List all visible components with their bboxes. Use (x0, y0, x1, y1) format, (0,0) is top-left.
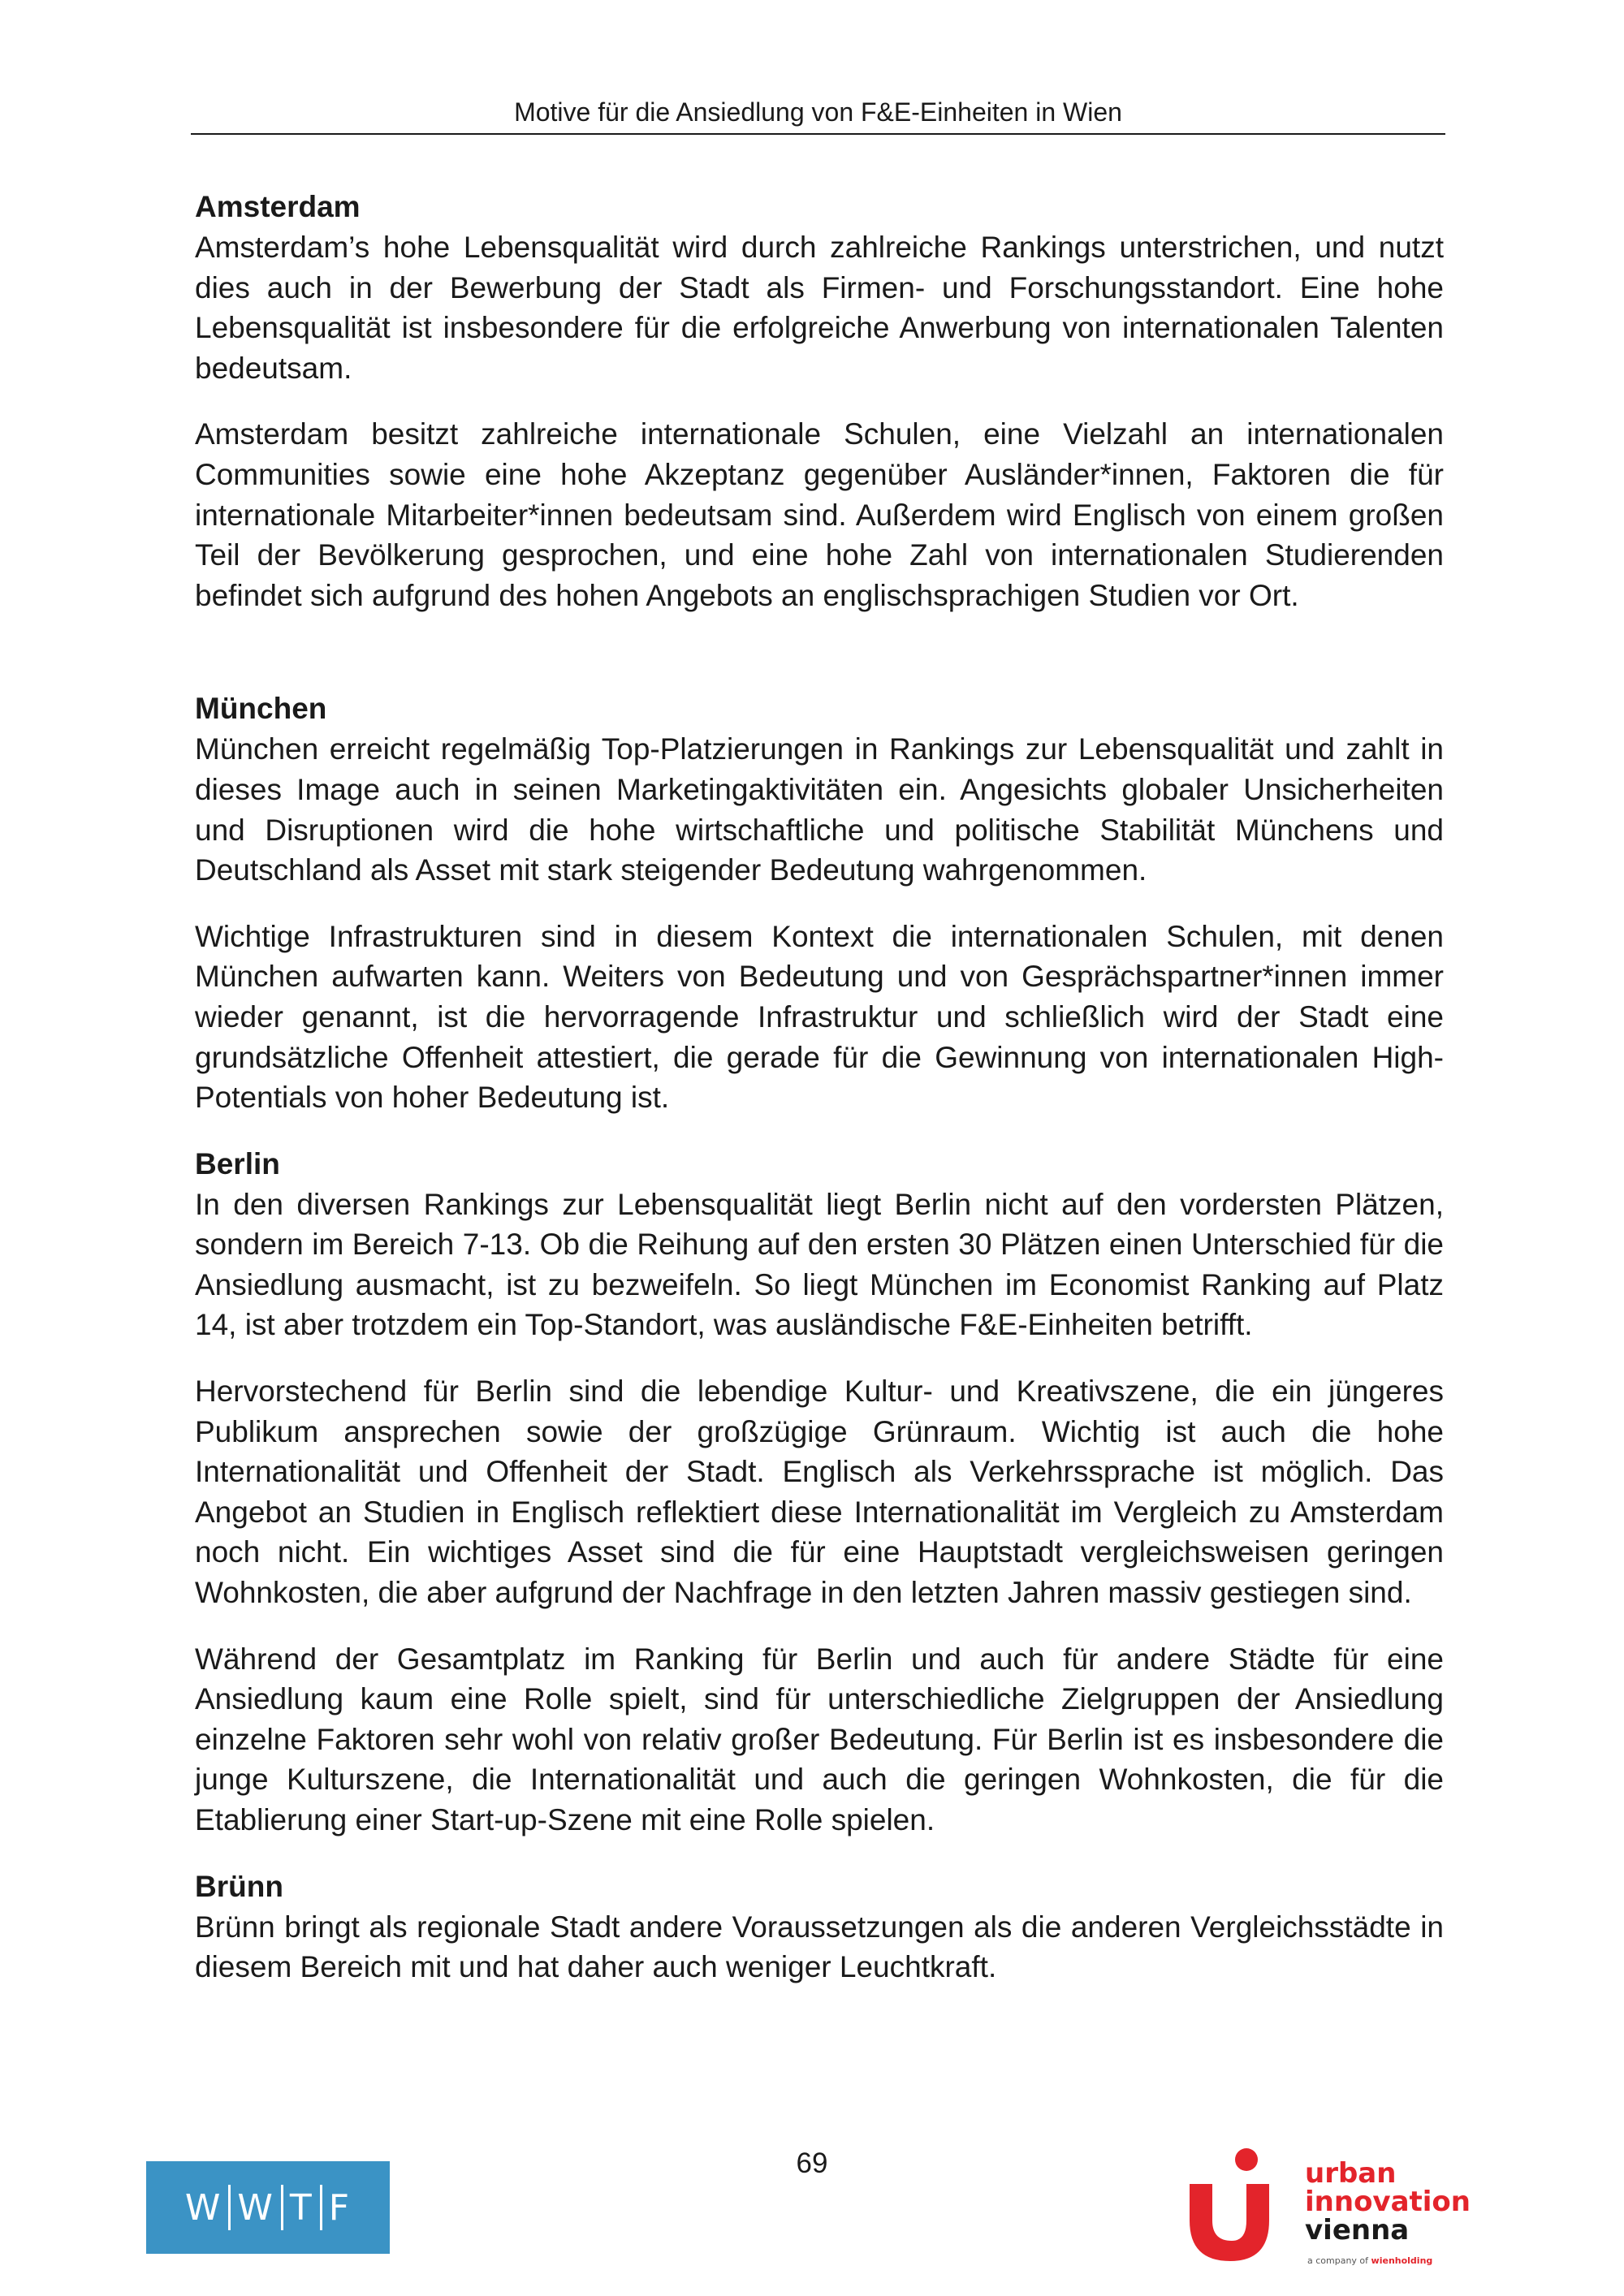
paragraph: Hervorstechend für Berlin sind die lebendige Kultur- und Kreativszene, die ein jüngeres Publikum ansprechen sowie der großzügige Grünraum. Wichtig ist auch die hohe Internationalität und Offenheit der Stadt. Englisch als Verkehrssprache ist möglich. Das Angebot an Studien in Englisch reflektiert diese Internationalität im Vergleich zu Amsterdam noch nicht. Ein wichtiges Asset sind die für eine Hauptstadt vergleichsweisen geringen Wohnkosten, die aber aufgrund der Nachfrage in den letzten Jahren massiv gestiegen sind. (195, 1375, 1444, 1610)
section-title: Amsterdam (195, 190, 361, 223)
header-title: Motive für die Ansiedlung von F&E-Einheiten in Wien (514, 97, 1122, 127)
wwtf-letter: F (328, 2186, 352, 2229)
uiv-mark-icon (1181, 2143, 1303, 2265)
uiv-line: innovation (1305, 2186, 1471, 2218)
section-berlin (195, 1144, 1444, 1841)
section-muenchen (195, 688, 1444, 1117)
wwtf-letter: T (289, 2186, 313, 2229)
uiv-tagline: a company of wienholding (1307, 2255, 1433, 2266)
paragraph: Während der Gesamtplatz im Ranking für Berlin und auch für andere Städte für eine Ansiedlung kaum eine Rolle spielt, sind für unterschiedliche Zielgruppen der Ansiedlung einzelne Faktoren sehr wohl von relativ großer Bedeutung. Für Berlin ist es insbesondere die junge Kulturszene, die Internationalität und auch die geringen Wohnkosten, die für die Etablierung einer Start-up-Szene mit eine Rolle spielen. (195, 1642, 1444, 1836)
paragraph: Amsterdam’s hohe Lebensqualität wird durch zahlreiche Rankings unterstrichen, und nutzt dies auch in der Bewerbung der Stadt als Firmen- und Forschungsstandort. Eine hohe Lebensqualität ist insbesondere für die erfolgreiche Anwerbung von internationalen Talenten bedeutsam. (195, 231, 1444, 385)
paragraph: In den diversen Rankings zur Lebensqualität liegt Berlin nicht auf den vordersten Plätzen, sondern im Bereich 7-13. Ob die Reihung auf den ersten 30 Plätzen einen Unterschied für die Ansiedlung ausmacht, ist zu bezweifeln. So liegt München im Economist Ranking auf Platz 14, ist aber trotzdem ein Top-Standort, was ausländische F&E-Einheiten betrifft. (195, 1187, 1444, 1342)
uiv-wordmark (1305, 2157, 1471, 2246)
wwtf-letter: W (237, 2186, 274, 2229)
uiv-line: urban (1305, 2157, 1397, 2190)
section-title: Brünn (195, 1869, 283, 1903)
paragraph: Brünn bringt als regionale Stadt andere Voraussetzungen als die anderen Vergleichsstädte in diesem Bereich mit und hat daher auch weniger Leuchtkraft. (195, 1910, 1444, 1984)
urban-innovation-vienna-logo (1181, 2143, 1474, 2269)
page-header (191, 96, 1445, 135)
section-title: Berlin (195, 1146, 280, 1180)
wwtf-logo (146, 2161, 390, 2254)
uiv-line: vienna (1305, 2214, 1410, 2246)
document-body (195, 187, 1444, 2013)
section-bruenn (195, 1867, 1444, 1987)
page-number: 69 (796, 2147, 828, 2179)
section-title: München (195, 692, 327, 726)
wwtf-letter: W (184, 2186, 222, 2229)
paragraph: Wichtige Infrastrukturen sind in diesem Kontext die internationalen Schulen, mit denen München aufwarten kann. Weiters von Bedeutung und von Gesprächspartner*innen immer wieder genannt, ist die hervorragende Infrastruktur und schließlich wird der Stadt eine grundsätzliche Offenheit attestiert, die gerade für die Gewinnung von internationalen High-Potentials von hoher Bedeutung ist. (195, 919, 1444, 1115)
paragraph: Amsterdam besitzt zahlreiche internationale Schulen, eine Vielzahl an internationalen Communities sowie eine hohe Akzeptanz gegenüber Ausländer*innen, Faktoren die für internationale Mitarbeiter*innen bedeutsam sind. Außerdem wird Englisch von einem großen Teil der Bevölkerung gesprochen, und eine hohe Zahl von internationalen Studierenden befindet sich aufgrund des hohen Angebots an englischsprachigen Studien vor Ort. (195, 417, 1444, 612)
section-amsterdam (195, 187, 1444, 615)
paragraph: München erreicht regelmäßig Top-Platzierungen in Rankings zur Lebensqualität und zahlt in dieses Image auch in seinen Marketingaktivitäten ein. Angesichts globaler Unsicherheiten und Disruptionen wird die hohe wirtschaftliche und politische Stabilität Münchens und Deutschland als Asset mit stark steigender Bedeutung wahrgenommen. (195, 732, 1444, 887)
